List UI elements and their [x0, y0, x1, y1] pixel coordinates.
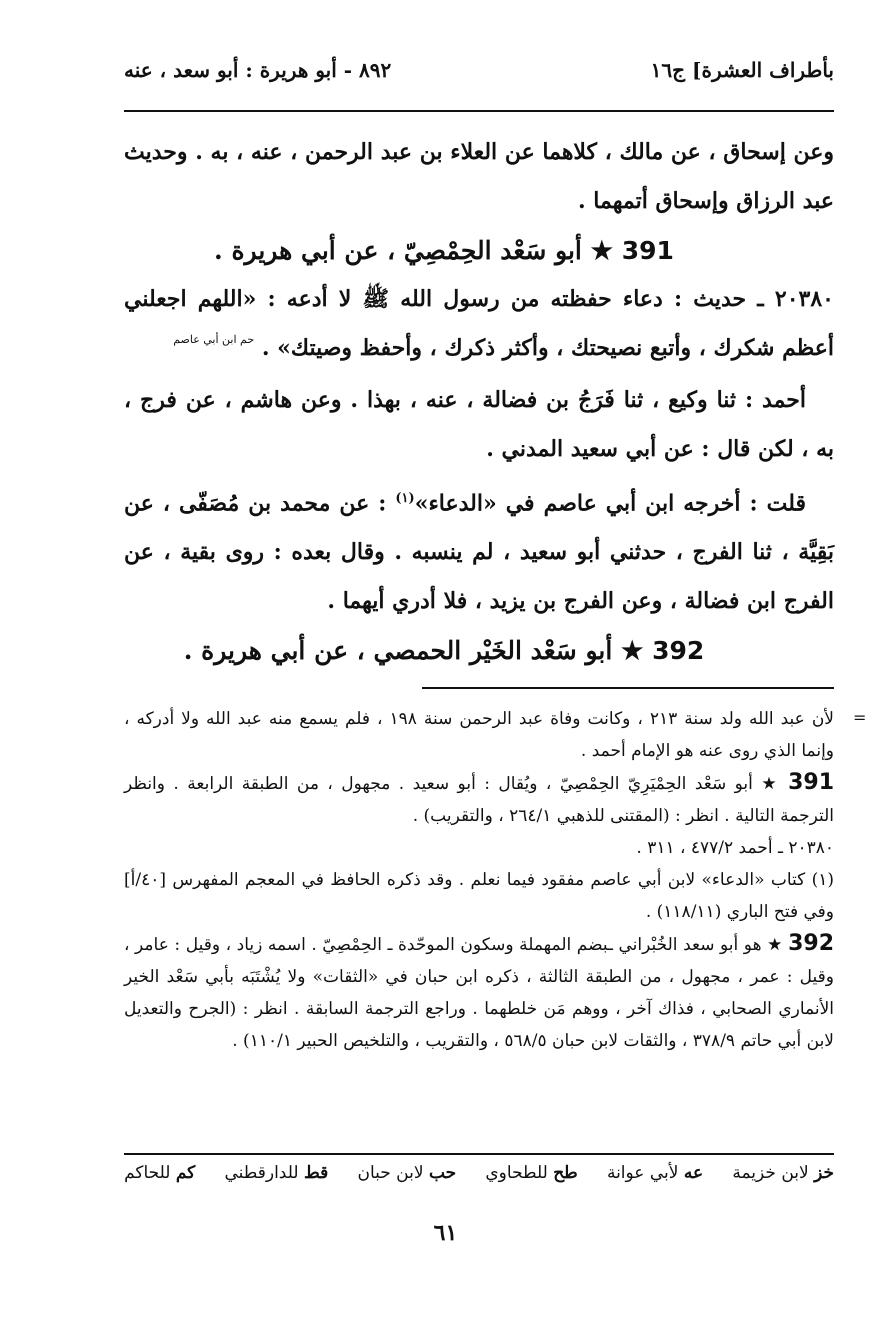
footnote-ref: (١)	[395, 491, 415, 506]
running-header	[124, 58, 834, 82]
paragraph-qult	[124, 474, 834, 626]
narrator-heading-392	[124, 626, 834, 675]
abbreviation-item: كم للحاكم	[124, 1163, 196, 1183]
abbreviation-item: طح للطحاوي	[485, 1163, 578, 1183]
abbreviation-item: عه لأبي عوانة	[606, 1163, 704, 1183]
star-icon: ★	[767, 935, 783, 955]
star-icon: ★	[761, 774, 780, 794]
heading-number: 391	[621, 236, 674, 265]
footnote-1: (١) كتاب «الدعاء» لابن أبي عاصم مفقود فيما نعلم . وقد ذكره الحافظ في المعجم المفهرس [٤٠/أ] وفي فتح الباري (١١٨/١١) .	[124, 870, 834, 922]
abbreviation-item: حب لابن حبان	[357, 1163, 457, 1183]
abbreviation-item: قط للدارقطني	[224, 1163, 329, 1183]
narrator-heading-391	[124, 226, 834, 275]
footnotes	[124, 703, 834, 1057]
abbreviations-key	[124, 1163, 834, 1183]
page-number: ٦١	[433, 1220, 458, 1246]
star-icon: ★	[620, 636, 644, 666]
footnote-text: أبو سَعْد الحِمْيَرِيّ الحِمْصِيّ ، ويُقال : أبو سعيد . مجهول ، من الطبقة الرابعة . وانظر الترجمة التالية . انظر : (المقتنى للذهبي ٢٦٤/١ ، والتقريب) .	[124, 774, 834, 826]
paragraph-ahmad: أحمد : ثنا وكيع ، ثنا فَرَجُ بن فضالة ، عنه ، بهذا . وعن هاشم ، عن فرج ، به ، لكن قال : عن أبي سعيد المدني .	[124, 387, 834, 462]
qult-text-b: : عن محمد بن مُصَفّى ، عن بَقِيَّة ، ثنا الفرج ، حدثني أبو سعيد ، لم ينسبه . وقال بعده : روى بقية ، عن الفرج ابن فضالة ، وعن الفرج بن يزيد ، فلا أدري أيهما .	[124, 490, 834, 615]
footnote-number: 391	[788, 770, 835, 795]
footnote-20380: ٢٠٣٨٠ ـ أحمد ٤٧٧/٢ ، ٣١١ .	[636, 838, 834, 858]
qult-text-a: قلت : أخرجه ابن أبي عاصم في «الدعاء»	[414, 490, 807, 517]
heading-text: أبو سَعْد الحِمْصِيّ ، عن أبي هريرة .	[214, 236, 582, 265]
hadith-20380	[124, 275, 834, 376]
header-section-title: ٨٩٢ - أبو هريرة : أبو سعد ، عنه	[124, 58, 392, 82]
footnote-rule	[422, 687, 834, 689]
header-volume-title: بأطراف العشرة] ج١٦	[650, 58, 834, 82]
footnote-text: هو أبو سعد الخُبْراني ـبضم المهملة وسكون الموحّدة ـ الحِمْصِيّ . اسمه زياد ، وقيل : عامر ، وقيل : عمر ، مجهول ، من الطبقة الثالثة ، ذكره ابن حبان في «الثقات» ولا يُشْتَبَه بأبي سَعْد الخير الأنماري الصحابي ، فذاك آخر ، ووهم مَن خلطهما . وراجع الترجمة السابقة . انظر : (الجرح والتعديل لابن أبي حاتم ٣٧٨/٩ ، والثقات لابن حبان ٥٦٨/٥ ، والتقريب ، والتلخيص الحبير ١١٠/١) .	[124, 935, 834, 1051]
heading-text: أبو سَعْد الخَيْر الحمصي ، عن أبي هريرة .	[183, 636, 613, 666]
footnote-391	[124, 767, 834, 832]
footnote-number: 392	[788, 931, 835, 956]
abbreviations-rule	[124, 1153, 834, 1155]
source-marginal-note: حم ابن أبي عاصم	[173, 333, 255, 346]
hadith-text: ٢٠٣٨٠ ـ حديث : دعاء حفظته من رسول الله ﷺ لا أدعه : «اللهم اجعلني أعظم شكرك ، وأتبع نصيحتك ، وأكثر ذكرك ، وأحفظ وصيتك» .	[124, 286, 834, 361]
paragraph-continuation: وعن إسحاق ، عن مالك ، كلاهما عن العلاء بن عبد الرحمن ، عنه ، به . وحديث عبد الرزاق وإسحاق أتمهما .	[124, 139, 834, 214]
continuation-mark: =	[853, 708, 867, 727]
footnote-392	[124, 928, 834, 1057]
heading-number: 392	[652, 636, 705, 666]
abbreviation-item: خز لابن خزيمة	[732, 1163, 834, 1183]
main-text	[124, 128, 834, 675]
footnote-continued: لأن عبد الله ولد سنة ٢١٣ ، وكانت وفاة عبد الرحمن سنة ١٩٨ ، فلم يسمع منه عبد الله ولا أدركه ، وإنما الذي روى عنه هو الإمام أحمد .	[124, 709, 834, 761]
star-icon: ★	[590, 236, 614, 265]
header-rule	[124, 110, 834, 112]
